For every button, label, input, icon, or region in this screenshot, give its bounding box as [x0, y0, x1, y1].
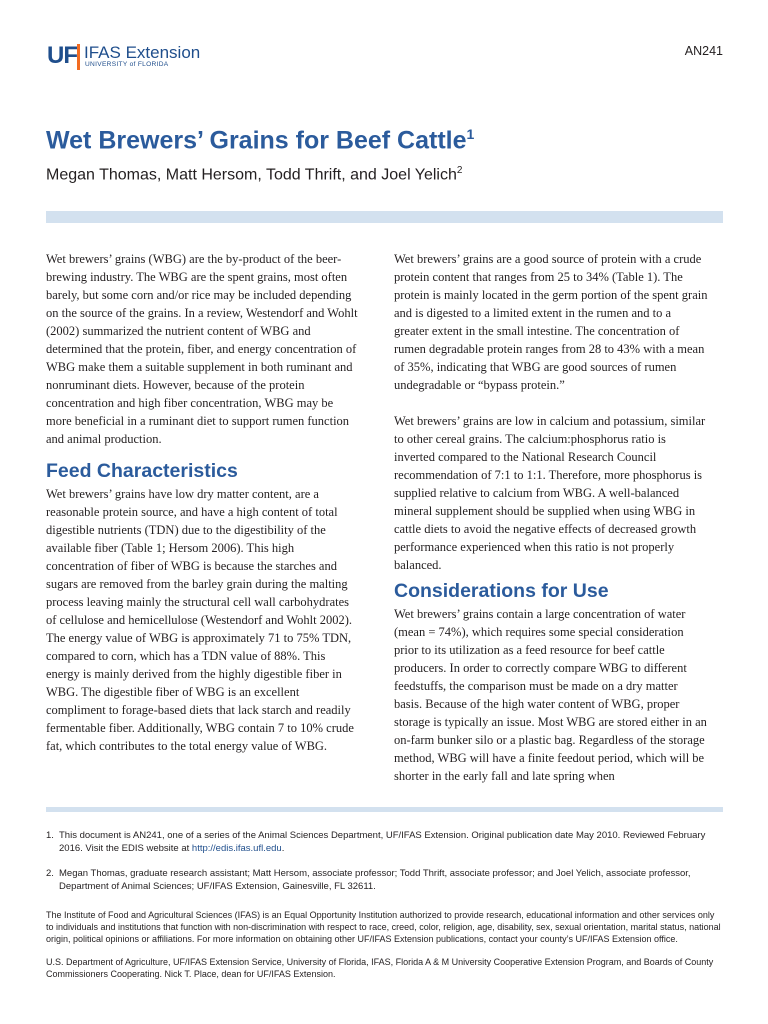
mineral-paragraph: Wet brewers’ grains are low in calcium and potassium, similar to other cereal grains. The calcium:phosphorus ratio is inverted compared to the National Research Council recommendation of 7:1 to 1:1. Therefore, more phosphorus is supplied relative to calcium from WBG. A well-balanced mineral supplement should be supplied when using WBG in cattle diets to avoid the negative effects of decreased growth performance experienced when this ratio is not properly balanced.: [394, 414, 706, 572]
title-text: Wet Brewers’ Grains for Beef Cattle: [46, 126, 467, 155]
intro-paragraph: Wet brewers’ grains (WBG) are the by-product of the beer-brewing industry. The WBG are the spent grains, most often barely, but some corn and/or rice may be included depending on the source of the grains. In a review, Westendorf and Wohlt (2002) summarized the nutrient content of WBG and determined that the protein, fiber, and energy concentration of WBG make them a suitable supplement in both ruminant and nonruminant diets. However, because of the protein concentration and high fiber concentration, WBG may be more beneficial in a ruminant diet to support rumen function and animal production.: [46, 252, 358, 446]
footnote-1: [46, 829, 723, 859]
footnote-1-period: .: [281, 843, 285, 854]
author-list: [46, 160, 462, 186]
feed-characteristics-heading: Feed Characteristics: [46, 460, 238, 482]
page-title: [46, 119, 474, 155]
considerations-heading: Considerations for Use: [394, 580, 609, 602]
logo-divider: [77, 44, 80, 70]
equal-opportunity-statement: The Institute of Food and Agricultural Sciences (IFAS) is an Equal Opportunity Institution authorized to provide research, educational information and other services only to individuals and institutions that function with non-discrimination with respect to race, creed, color, religion, age, disability, sex, sexual orientation, marital status, national origin, political opinions or affiliations. For more information on obtaining other UF/IFAS Extension publications, contact your county’s UF/IFAS Extension office.: [46, 910, 721, 944]
footnote-1-body: [59, 829, 719, 855]
considerations-section: [394, 580, 708, 785]
left-column-intro: [46, 250, 360, 448]
footnote-1-number: 1.: [46, 830, 54, 841]
footnote-2-number: 2.: [46, 868, 54, 879]
edis-website-link[interactable]: http://edis.ifas.ufl.edu: [191, 843, 282, 854]
usda-cooperation-statement: U.S. Department of Agriculture, UF/IFAS Extension Service, University of Florida, IFAS, Florida A & M University Cooperative Extension Program, and Boards of County Commissioners Cooperating. Nick T. Place, dean for UF/IFAS Extension.: [46, 957, 714, 979]
right-column-body: [394, 250, 708, 574]
document-number: AN241: [684, 44, 723, 58]
footnote-2: [46, 867, 723, 897]
uf-logo-mark: UF: [47, 42, 77, 69]
authors-text: Megan Thomas, Matt Hersom, Todd Thrift, and Joel Yelich: [46, 166, 457, 184]
title-footnote-marker: 1: [466, 126, 475, 142]
feed-characteristics-section: [46, 460, 360, 755]
footnote-1-text: This document is AN241, one of a series of the Animal Sciences Department, UF/IFAS Extension. Original publication date May 2010. Reviewed February 2016. Visit the EDIS website at: [59, 830, 706, 854]
university-of-florida-text: UNIVERSITY of FLORIDA: [85, 61, 169, 68]
footnote-2-text: Megan Thomas, graduate research assistant; Matt Hersom, associate professor; Todd Thrift, associate professor; and Joel Yelich, associate professor, Department of Animal Sciences; UF/IFAS Extension, Gainesville, FL 32611.: [59, 868, 691, 892]
footnote-divider: [46, 807, 723, 812]
considerations-paragraph: Wet brewers’ grains contain a large concentration of water (mean = 74%), which requires some special consideration prior to its utilization as a feed resource for beef cattle producers. In order to correctly compare WBG to different feedstuffs, the comparison must be made on a dry matter basis. Because of the high water content of WBG, proper storage is typically an issue. Most WBG are stored either in an on-farm bunker silo or a plastic bag. Regardless of the storage method, WBG will have a finite feedout period, which will be shorter in the early fall and late spring when: [394, 607, 707, 783]
protein-paragraph: Wet brewers’ grains are a good source of protein with a crude protein content that ranges from 25 to 34% (Table 1). The protein is mainly located in the germ portion of the spent grain and is digested to a limited extent in the rumen and to a greater extent in the small intestine. The concentration of rumen degradable protein ranges from 28 to 43% with a mean of 35%, indicating that WBG are good sources of rumen undegradable or “bypass protein.”: [394, 252, 708, 392]
feed-characteristics-paragraph: Wet brewers’ grains have low dry matter content, are a reasonable protein source, and have a high content of total digestible nutrients (TDN) due to the digestibility of the available fiber (Table 1; Hersom 2006). This high concentration of fiber of WBG is because the starches and sugars are removed from the barley grain during the malting process leaving mainly the structural cell wall carbohydrates of cellulose and hemicellulose (Westendorf and Wohlt 2002). The energy value of WBG is approximately 71 to 75% TDN, compared to corn, which has a TDN value of 88%. This energy is mainly derived from the highly digestible fiber in WBG. The digestible fiber of WBG is an excellent compliment to forage-based diets that lack starch and readily fermentable fiber. Additionally, WBG contain 7 to 10% crude fat, which contributes to the total energy value of WBG.: [46, 487, 354, 753]
authors-footnote-marker: 2: [456, 165, 463, 176]
header-divider-band: [46, 211, 723, 223]
ifas-extension-logo-text: IFAS Extension: [84, 43, 201, 62]
